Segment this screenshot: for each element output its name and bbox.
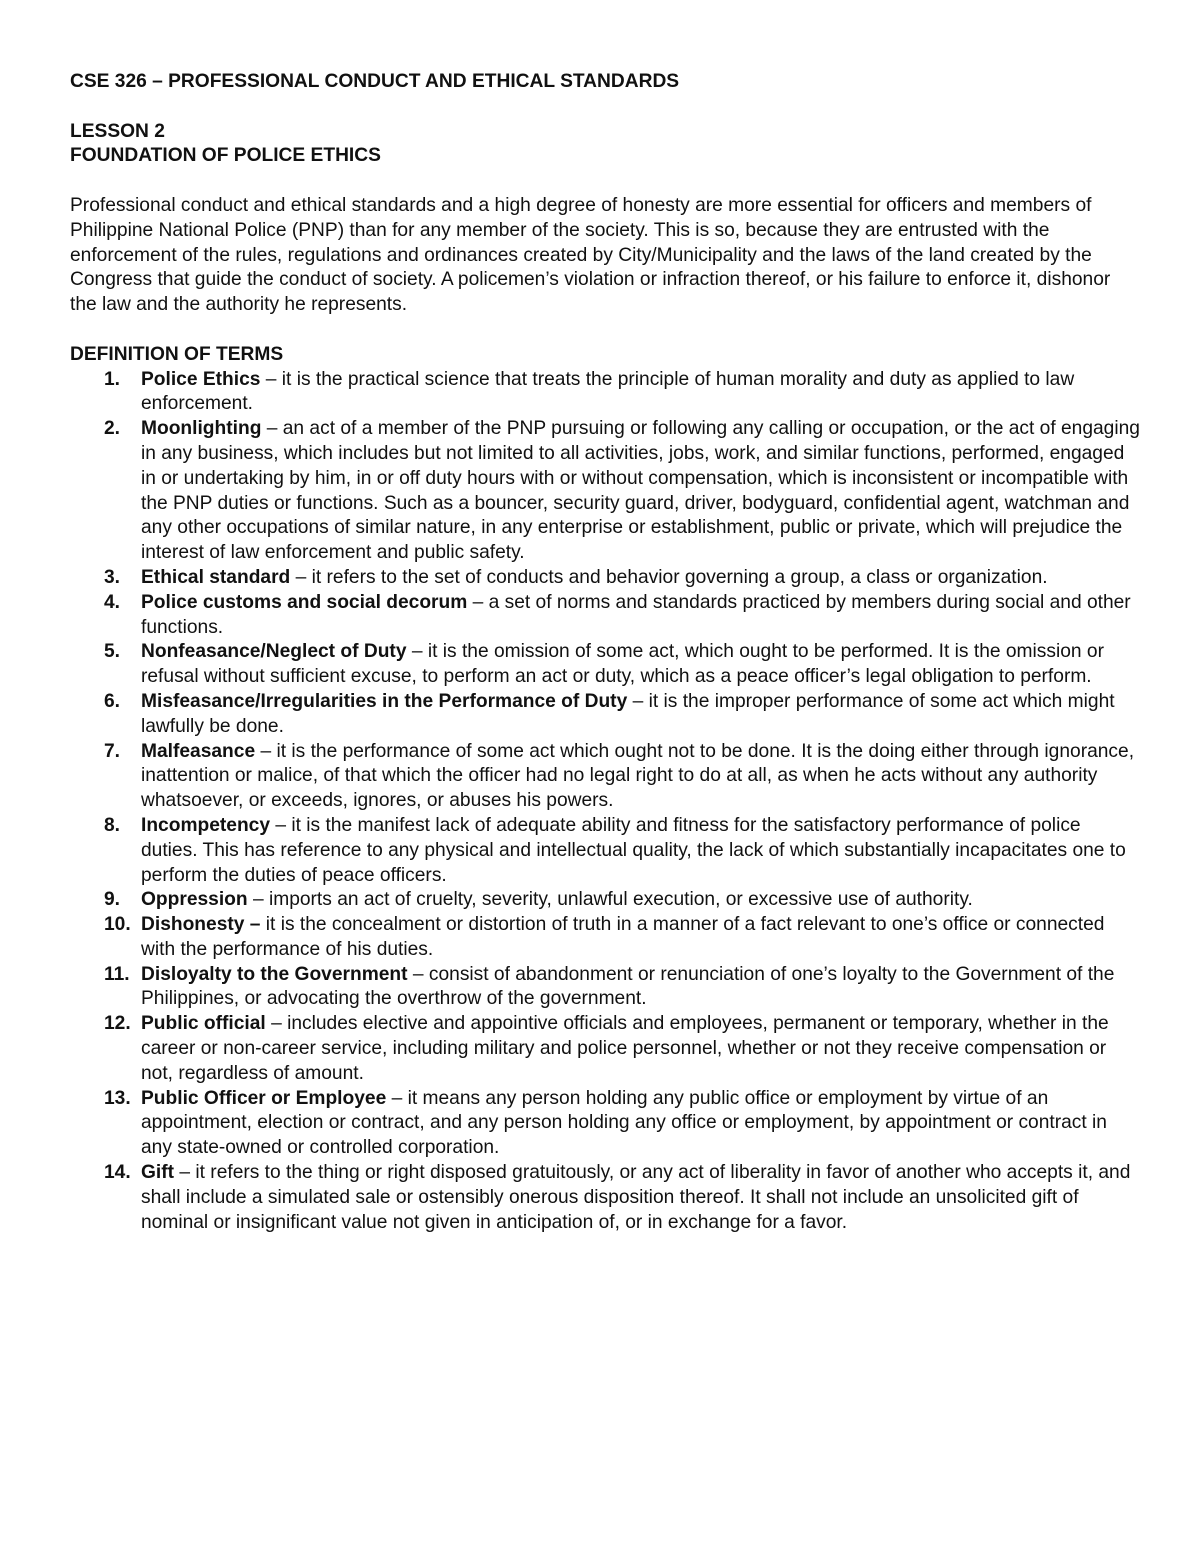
term-number: 7. [104,740,121,762]
term-name: Moonlighting [141,418,262,440]
term-number: 12. [104,1013,131,1035]
term-number: 6. [104,690,121,712]
term-number: 9. [104,889,121,911]
term-name: Ethical standard [141,566,291,588]
term-definition: – it is the omission of some act, which ought to be performed. It is the omission or refusal without sufficient excuse, to perform an act or duty, which as a peace officer’s legal obligation to perform. [141,641,1104,688]
lesson-number: LESSON 2 [70,120,165,142]
course-title: CSE 326 – PROFESSIONAL CONDUCT AND ETHICAL STANDARDS [70,71,680,92]
term-item [70,566,1140,591]
term-item [70,1012,1140,1086]
term-number: 2. [104,418,121,440]
term-number: 11. [104,963,130,985]
term-definition: – it is the improper performance of some act which might lawfully be done. [141,690,1115,737]
term-item [70,417,1140,566]
term-name: Malfeasance [141,740,256,762]
term-name: Public official [141,1013,266,1035]
term-item [70,1087,1140,1161]
term-name: Misfeasance/Irregularities in the Performance of Duty [141,690,628,712]
intro-paragraph: Professional conduct and ethical standards and a high degree of honesty are more essential for officers and members of Philippine National Police (PNP) than for any member of the society. This is so, because they are entrusted with the enforcement of the rules, regulations and ordinances created by City/Municipality and the laws of the land created by the Congress that guide the conduct of society. A policemen’s violation or infraction thereof, or his failure to enforce it, dishonor the law and the authority he represents. [70,194,1111,316]
term-number: 4. [104,591,121,613]
term-definition: – consist of abandonment or renunciation of one’s loyalty to the Government of the Philippines, or advocating the overthrow of the government. [141,963,1115,1010]
term-definition: – it is the performance of some act which ought not to be done. It is the doing either through ignorance, inattention or malice, of that which the officer had no legal right to do at all, as when he acts without any authority whatsoever, or exceeds, ignores, or abuses his powers. [141,740,1135,812]
term-definition: – a set of norms and standards practiced by members during social and other functions. [141,591,1131,638]
term-name: Gift [141,1162,175,1184]
term-definition: – it is the practical science that treats the principle of human morality and duty as applied to law enforcement. [141,368,1075,415]
term-name: Incompetency [141,814,271,836]
term-item [70,368,1140,418]
document-page [70,70,1140,1235]
term-item [70,888,1140,913]
term-definition: – includes elective and appointive officials and employees, permanent or temporary, whether in the career or non-career service, including military and police personnel, whether or not they receive compensation or not, regardless of amount. [141,1013,1109,1084]
term-definition: – an act of a member of the PNP pursuing or following any calling or occupation, or the act of engaging in any business, which includes but not limited to all activities, jobs, work, and similar functions, performed, engaged in or undertaking by him, in or off duty hours with or without compensation, which is inconsistent or incompatible with the PNP duties or functions. Such as a bouncer, security guard, driver, bodyguard, confidential agent, watchman and any other occupations of similar nature, in any enterprise or establishment, public or private, which will prejudice the interest of law enforcement and public safety. [141,418,1140,564]
term-definition: it is the concealment or distortion of truth in a manner of a fact relevant to one’s office or connected with the performance of his duties. [141,914,1105,960]
terms-list [70,368,1140,1236]
term-number: 1. [104,368,121,390]
terms-heading: DEFINITION OF TERMS [70,343,284,365]
term-name: Police customs and social decorum [141,591,468,613]
term-definition: – it refers to the thing or right disposed gratuitously, or any act of liberality in favor of another who accepts it, and shall include a simulated sale or ostensibly onerous disposition thereof. It shall not include an unsolicited gift of nominal or insignificant value not given in anticipation of, or in exchange for a favor. [141,1162,1131,1233]
term-number: 10. [104,914,131,936]
term-name: Oppression [141,889,248,911]
term-name: Nonfeasance/Neglect of Duty [141,641,407,663]
term-definition: – imports an act of cruelty, severity, unlawful execution, or excessive use of authority. [247,889,973,911]
term-item [70,1161,1140,1235]
term-definition: – it means any person holding any public office or employment by virtue of an appointment, election or contract, and any person holding any office or employment, by appointment or contract in any state-owned or controlled corporation. [141,1087,1107,1159]
term-item [70,690,1140,740]
term-name: Disloyalty to the Government [141,963,408,985]
term-number: 14. [104,1162,131,1184]
term-name: Police Ethics [141,368,261,390]
term-definition: – it is the manifest lack of adequate ability and fitness for the satisfactory performance of police duties. This has reference to any physical and intellectual quality, the lack of which substantially incapacitates one to perform the duties of peace officers. [141,814,1126,886]
term-name: Public Officer or Employee [141,1087,387,1109]
term-item [70,963,1140,1013]
term-number: 5. [104,641,121,663]
term-item [70,640,1140,690]
term-number: 13. [104,1087,131,1109]
term-item [70,913,1140,963]
term-item [70,740,1140,814]
term-item [70,591,1140,641]
term-item [70,814,1140,888]
term-number: 3. [104,566,121,588]
term-name: Dishonesty – [141,914,261,936]
term-definition: – it refers to the set of conducts and behavior governing a group, a class or organization. [290,566,1048,588]
term-number: 8. [104,814,121,836]
lesson-title: FOUNDATION OF POLICE ETHICS [70,145,381,167]
